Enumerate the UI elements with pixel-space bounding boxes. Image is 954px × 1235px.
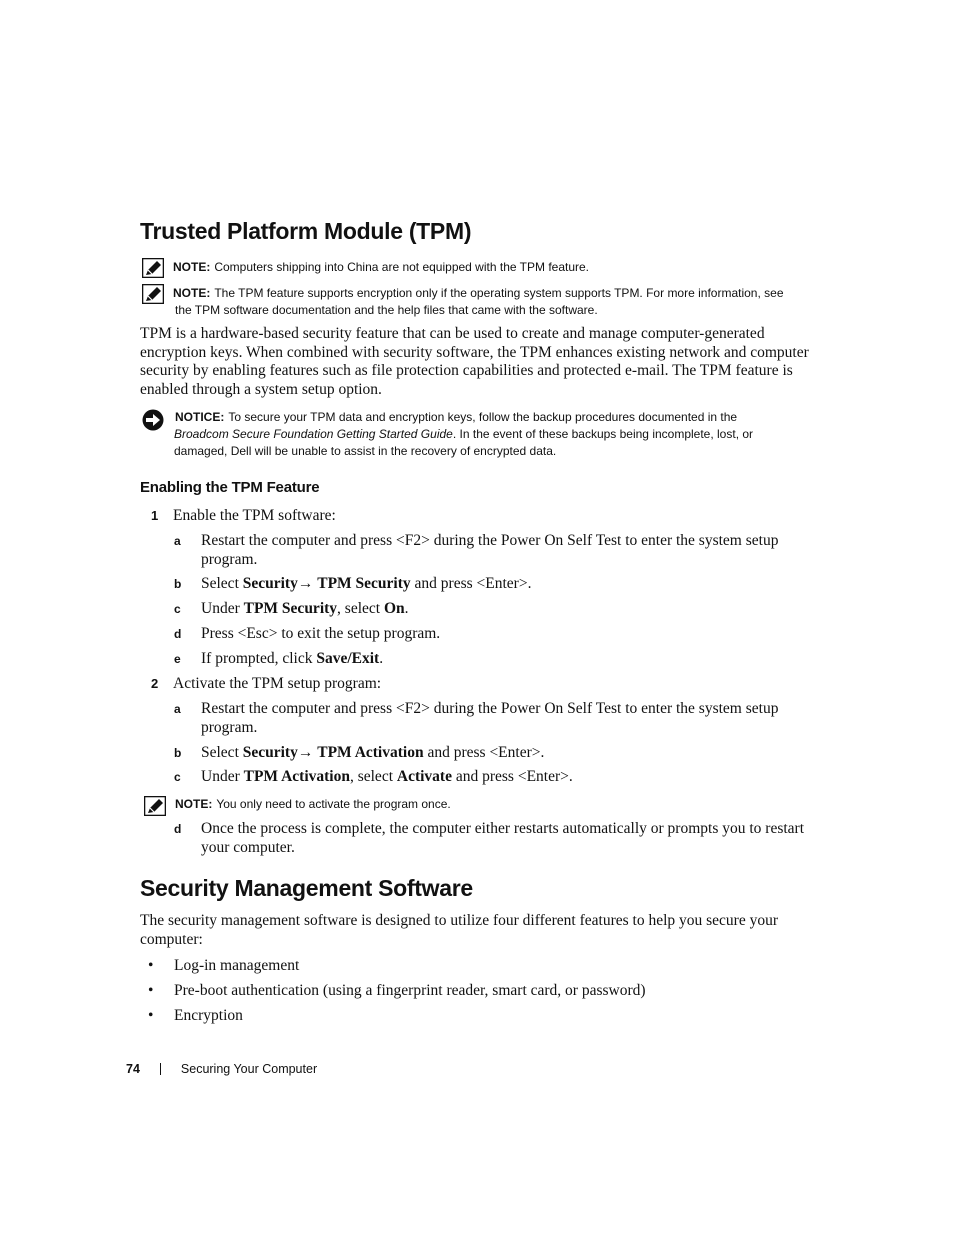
pencil-note-icon <box>144 796 166 816</box>
substep-letter: a <box>174 534 181 548</box>
step-1b <box>174 574 819 593</box>
list-item <box>148 956 818 975</box>
step-1 <box>140 506 830 525</box>
section-title-security-software: Security Management Software <box>140 875 473 901</box>
substep-text: Under <box>201 600 244 617</box>
substep-text: , select <box>349 768 397 785</box>
note-text-line2: the TPM software documentation and the help files that came with the software. <box>175 303 598 317</box>
substep-text: Select <box>201 744 243 761</box>
substep-letter: d <box>174 822 182 836</box>
note-text: You only need to activate the program once. <box>216 797 451 811</box>
notice-label: NOTICE: <box>175 410 225 424</box>
notice-backup <box>142 409 817 460</box>
substep-letter: d <box>174 627 182 641</box>
substep-text: . <box>379 650 384 667</box>
substep-text: and press <Enter>. <box>410 575 532 592</box>
step-text: Activate the TPM setup program: <box>173 675 382 692</box>
substep-text: Restart the computer and press <F2> during the Power On Self Test to enter the system setup program. <box>201 700 779 736</box>
step-2a <box>174 699 819 737</box>
substep-letter: e <box>174 652 181 666</box>
list-item-text: Log-in management <box>174 957 300 974</box>
pencil-note-icon <box>142 258 164 278</box>
notice-text-line3: damaged, Dell will be unable to assist in the recovery of encrypted data. <box>174 444 557 458</box>
section-title-tpm: Trusted Platform Module (TPM) <box>140 218 472 244</box>
chapter-title: Securing Your Computer <box>180 1062 318 1076</box>
notice-text-line1: To secure your TPM data and encryption keys, follow the backup procedures documented in the <box>228 410 738 424</box>
substep-text: Restart the computer and press <F2> during the Power On Self Test to enter the system setup program. <box>201 532 779 568</box>
menu-security: Security <box>242 744 298 761</box>
substep-text: Press <Esc> to exit the setup program. <box>201 625 441 642</box>
menu-tpm-activation: TPM Activation <box>243 768 350 785</box>
footer-divider <box>160 1063 161 1075</box>
substep-text: Once the process is complete, the computer either restarts automatically or prompts you to restart your computer. <box>201 820 805 856</box>
substep-text: If prompted, click <box>201 650 317 667</box>
substep-letter: a <box>174 702 181 716</box>
list-item-text: Pre-boot authentication (using a fingerprint reader, smart card, or password) <box>174 982 646 999</box>
option-save-exit: Save/Exit <box>316 650 380 667</box>
bullet-icon: • <box>148 1007 154 1024</box>
step-1c <box>174 599 819 618</box>
page-footer <box>126 1062 317 1076</box>
note-label: NOTE: <box>173 286 211 300</box>
option-on: On <box>383 600 405 617</box>
substep-letter: b <box>174 746 182 760</box>
note-text-line1: The TPM feature supports encryption only if the operating system supports TPM. For more information, see <box>214 286 784 300</box>
note-label: NOTE: <box>175 797 213 811</box>
bullet-icon: • <box>148 982 154 999</box>
subsection-title: Enabling the TPM Feature <box>140 479 320 496</box>
arrow-icon: → <box>297 575 318 592</box>
substep-text: , select <box>337 600 384 617</box>
pencil-note-icon <box>142 284 164 304</box>
substep-text: Select <box>201 575 243 592</box>
menu-tpm-security: TPM Security <box>243 600 338 617</box>
note-text: Computers shipping into China are not equipped with the TPM feature. <box>214 260 590 274</box>
step-2 <box>140 674 830 693</box>
substep-letter: c <box>174 602 181 616</box>
step-1e <box>174 649 819 668</box>
note-activate-once <box>144 796 819 813</box>
arrow-icon: → <box>297 744 318 761</box>
step-1a <box>174 531 819 569</box>
menu-security: Security <box>242 575 298 592</box>
step-number: 1 <box>151 508 159 523</box>
substep-letter: c <box>174 770 181 784</box>
menu-tpm-activation: TPM Activation <box>317 744 424 761</box>
bullet-icon: • <box>148 957 154 974</box>
list-item-text: Encryption <box>174 1007 243 1024</box>
note-tpm-os <box>142 284 817 319</box>
substep-text: . <box>404 600 409 617</box>
security-software-description: The security management software is designed to utilize four different features to help you secure your computer: <box>140 912 779 948</box>
step-2d <box>174 819 819 857</box>
step-1d <box>174 624 819 643</box>
substep-text: and press <Enter>. <box>451 768 573 785</box>
step-text: Enable the TPM software: <box>173 507 336 524</box>
option-activate: Activate <box>396 768 452 785</box>
page-number: 74 <box>126 1062 140 1076</box>
guide-title: Broadcom Secure Foundation Getting Started Guide <box>174 427 453 441</box>
list-item <box>148 1006 818 1025</box>
tpm-description: TPM is a hardware-based security feature that can be used to create and manage computer-generated encryption keys. When combined with security software, the TPM enhances existing network and computer security by enabling features such as file protection capabilities and protected e-mail. The TPM feature is enabled through a system setup option. <box>140 325 809 399</box>
substep-letter: b <box>174 577 182 591</box>
substep-text: Under <box>201 768 244 785</box>
note-label: NOTE: <box>173 260 211 274</box>
note-china <box>142 258 817 276</box>
list-item <box>148 981 818 1000</box>
step-2b <box>174 743 819 762</box>
step-2c <box>174 767 819 786</box>
menu-tpm-security: TPM Security <box>317 575 411 592</box>
substep-text: and press <Enter>. <box>423 744 545 761</box>
step-number: 2 <box>151 676 159 691</box>
notice-text-line2: . In the event of these backups being incomplete, lost, or <box>452 427 754 441</box>
notice-arrow-icon <box>142 409 164 431</box>
